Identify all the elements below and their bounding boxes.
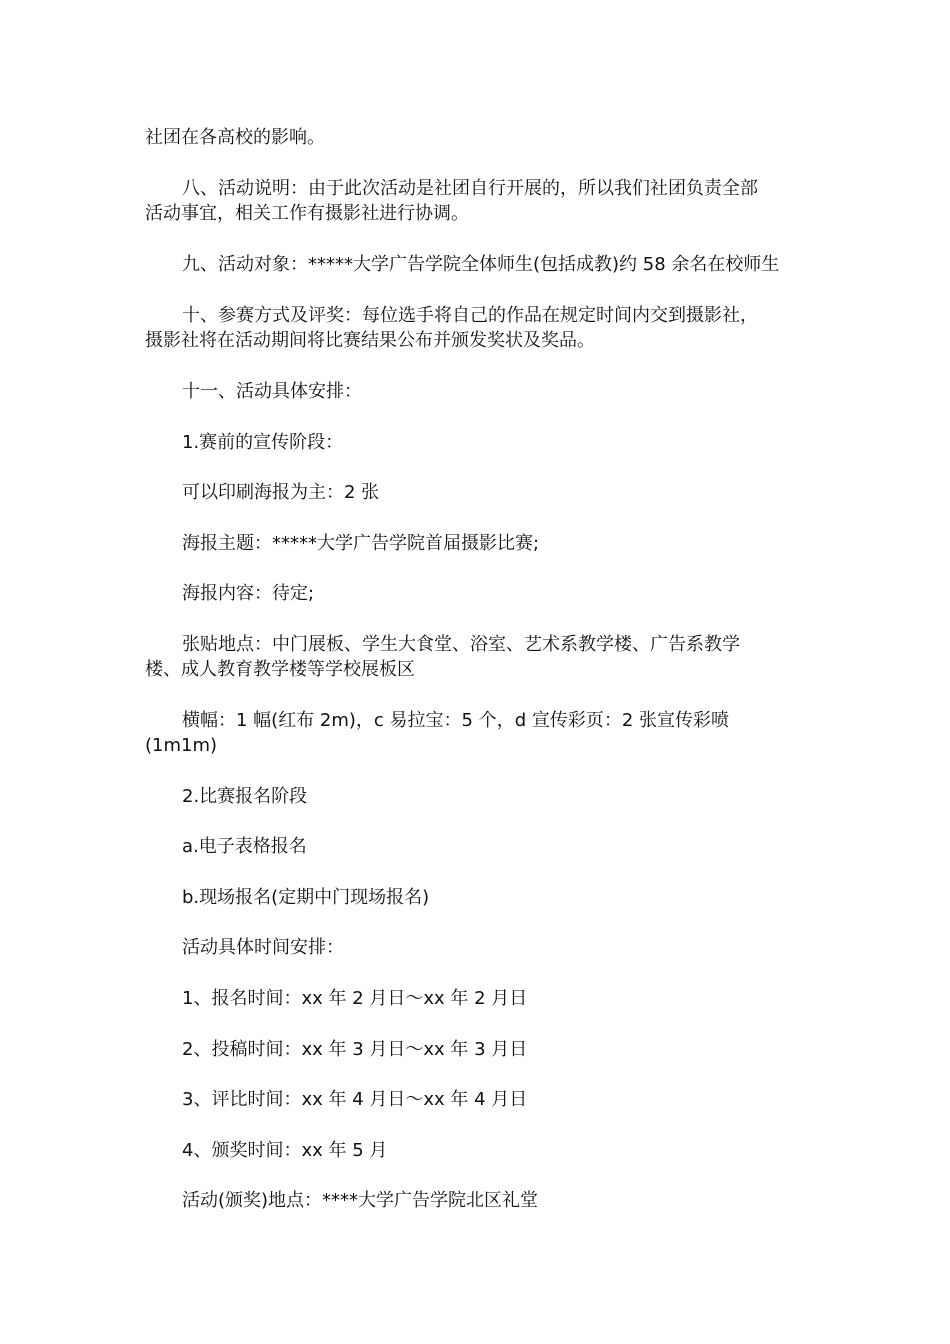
- text-line: 张贴地点：中门展板、学生大食堂、浴室、艺术系教学楼、广告系教学: [182, 634, 740, 655]
- paragraph-banners: [145, 708, 810, 758]
- paragraph-venue: [145, 1188, 810, 1213]
- text-line: 海报内容：待定;: [182, 583, 315, 604]
- paragraph-entry-and-awards: [145, 303, 810, 353]
- text-line: 楼、成人教育教学楼等学校展板区: [145, 659, 415, 680]
- text-line: 十、参赛方式及评奖：每位选手将自己的作品在规定时间内交到摄影社，: [182, 305, 758, 326]
- text-line: 十一、活动具体安排：: [182, 381, 362, 402]
- schedule-item-judging: [145, 1087, 810, 1112]
- paragraph-continuation: [145, 125, 810, 150]
- paragraph-onsite-registration: [145, 885, 810, 910]
- text-line: 3、评比时间：xx 年 4 月日～xx 年 4 月日: [182, 1089, 528, 1110]
- subheading-time-schedule: [145, 935, 810, 960]
- paragraph-activity-target: [145, 252, 810, 277]
- text-line: b.现场报名(定期中门现场报名): [182, 887, 430, 908]
- paragraph-online-registration: [145, 834, 810, 859]
- paragraph-poster-content: [145, 581, 810, 606]
- text-line: 八、活动说明：由于此次活动是社团自行开展的，所以我们社团负责全部: [182, 178, 758, 199]
- text-line: 社团在各高校的影响。: [145, 127, 325, 148]
- text-line: 活动事宜，相关工作有摄影社进行协调。: [145, 203, 469, 224]
- text-line: (1m1m): [145, 735, 218, 756]
- text-line: 1.赛前的宣传阶段：: [182, 432, 344, 453]
- schedule-item-awards: [145, 1138, 810, 1163]
- paragraph-poster-printing: [145, 480, 810, 505]
- subheading-registration-stage: [145, 784, 810, 809]
- text-line: 活动(颁奖)地点：****大学广告学院北区礼堂: [182, 1190, 539, 1211]
- text-line: 2.比赛报名阶段: [182, 786, 308, 807]
- paragraph-poster-theme: [145, 531, 810, 556]
- text-line: 4、颁奖时间：xx 年 5 月: [182, 1140, 388, 1161]
- text-line: 1、报名时间：xx 年 2 月日～xx 年 2 月日: [182, 988, 528, 1009]
- paragraph-activity-description: [145, 176, 810, 226]
- text-line: 摄影社将在活动期间将比赛结果公布并颁发奖状及奖品。: [145, 330, 595, 351]
- schedule-item-submission: [145, 1037, 810, 1062]
- section-heading-schedule: [145, 379, 810, 404]
- subheading-promotion-stage: [145, 430, 810, 455]
- schedule-item-registration: [145, 986, 810, 1011]
- text-line: 海报主题：*****大学广告学院首届摄影比赛;: [182, 533, 540, 554]
- text-line: a.电子表格报名: [182, 836, 307, 857]
- text-line: 可以印刷海报为主：2 张: [182, 482, 380, 503]
- text-line: 九、活动对象：*****大学广告学院全体师生(包括成教)约 58 余名在校师生: [182, 254, 780, 275]
- text-line: 2、投稿时间：xx 年 3 月日～xx 年 3 月日: [182, 1039, 528, 1060]
- text-line: 活动具体时间安排：: [182, 937, 344, 958]
- text-line: 横幅：1 幅(红布 2m)，c 易拉宝：5 个，d 宣传彩页：2 张宣传彩喷: [182, 710, 730, 731]
- paragraph-posting-locations: [145, 632, 810, 682]
